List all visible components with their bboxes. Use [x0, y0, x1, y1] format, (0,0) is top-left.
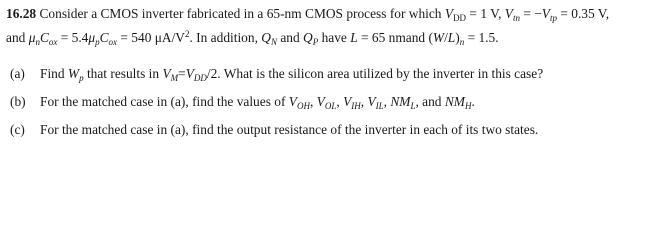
- part-a-eq: =: [178, 66, 186, 81]
- problem-number: 16.28: [6, 6, 37, 21]
- length-text: = 65 nmand (: [361, 30, 433, 45]
- part-a-text-b: that results in: [86, 66, 160, 81]
- intro-text: Consider a CMOS inverter fabricated in a 65-nm CMOS process for which: [39, 6, 442, 21]
- have-text: have: [321, 30, 347, 45]
- mu-ratio: = 5.4: [60, 30, 89, 45]
- part-c-text: For the matched case in (a), find the output resistance of the inverter in each of its two states.: [40, 122, 539, 137]
- and-text-2: and: [280, 30, 300, 45]
- wl-ratio: = 1.5.: [467, 30, 499, 45]
- part-a-find: Find: [40, 66, 65, 81]
- problem-statement-line-1: 16.28 Consider a CMOS inverter fabricated in a 65-nm CMOS process for which $V_{DD} = 1$ V, $V_{tn} = -V_{tp} = 0.35$ V,: [6, 6, 610, 23]
- part-b-and: , and: [415, 94, 442, 109]
- part-a-text-d: /2. What is the silicon area utilized by the inverter in this case?: [206, 66, 544, 81]
- and-text: and: [6, 30, 26, 45]
- part-b-text: For the matched case in (a), find the values of: [40, 94, 286, 109]
- part-c-label: (c): [10, 122, 25, 137]
- vtn-eq: = −: [523, 6, 542, 21]
- vt-value: = 0.35 V,: [560, 6, 610, 21]
- vdd-value: = 1 V,: [469, 6, 502, 21]
- part-c: [10, 122, 538, 138]
- in-addition-text: . In addition,: [189, 30, 258, 45]
- problem-statement-line-2: and $\mu_nC_{ox} = 5.4\mu_pC_{ox} = 540$ $\mu A/V^2$. In addition, $Q_N$ and $Q_P$ have L = 65 nmand $(W/L)_n = 1.5$.: [6, 29, 499, 47]
- part-a-label: (a): [10, 66, 25, 81]
- part-b-label: (b): [10, 94, 26, 109]
- part-a: (a) Find $W_p$ that results in $V_M=V_{DD}/2$. What is the silicon area utilized by the inverter in this case?: [10, 66, 544, 83]
- part-b: (b) For the matched case in (a), find the values of $V_{OH}$, $V_{OL}$, $V_{IH}$, $V_{IL}$, $NM_L$, and $NM_H$.: [10, 94, 475, 111]
- kprime-value: = 540 μA/V: [120, 30, 185, 45]
